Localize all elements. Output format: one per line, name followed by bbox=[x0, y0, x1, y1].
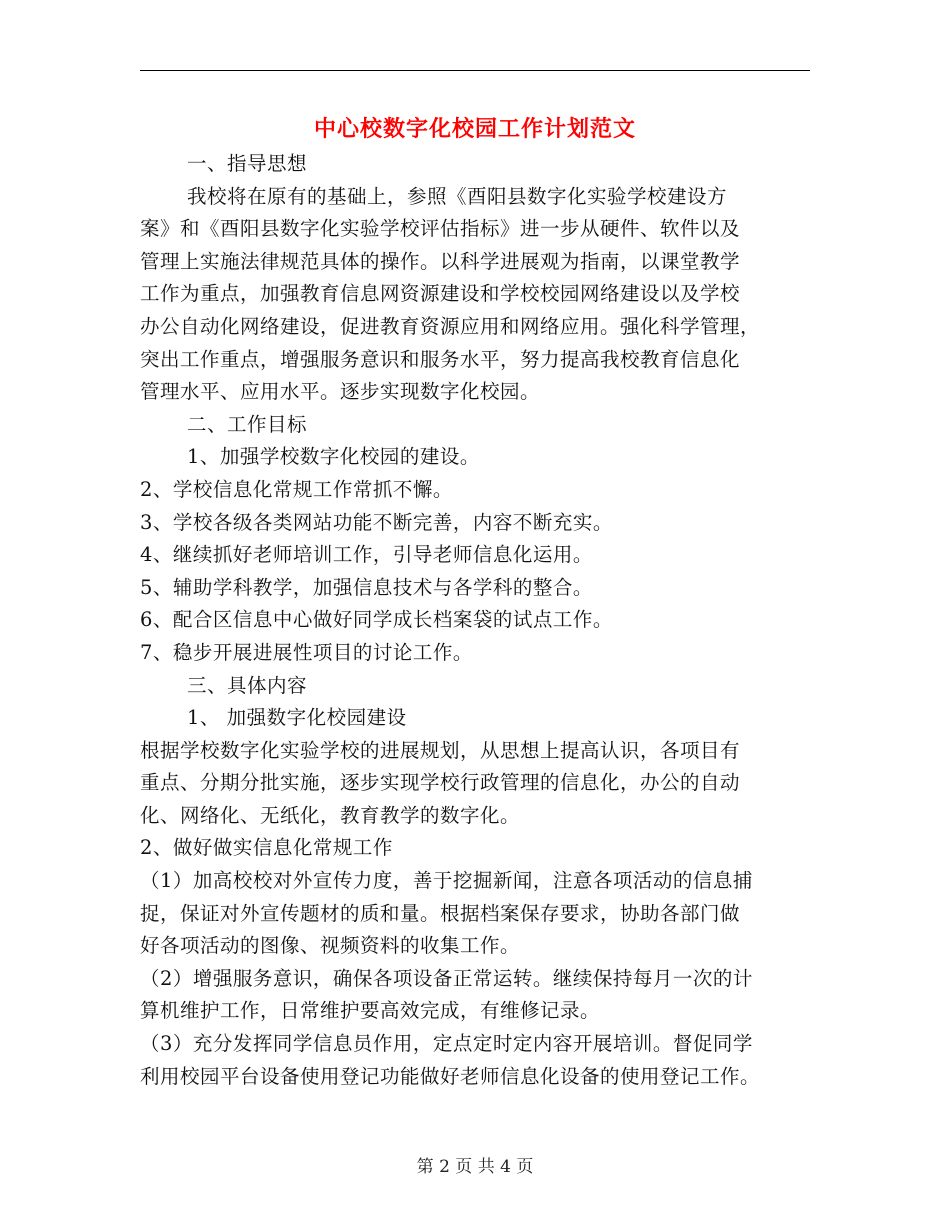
section-heading-specific-content: 三、具体内容 bbox=[187, 673, 308, 697]
paragraph-line: 突出工作重点，增强服务意识和服务水平，努力提高我校教育信息化 bbox=[140, 347, 741, 371]
paragraph-line: （2）增强服务意识，确保各项设备正常运转。继续保持每月一次的计 bbox=[140, 966, 753, 990]
paragraph-line: （1）加高校校对外宣传力度，善于挖掘新闻，注意各项活动的信息捕 bbox=[140, 869, 753, 893]
document-body bbox=[140, 148, 820, 1093]
section-heading-guiding-ideology: 一、指导思想 bbox=[187, 152, 308, 175]
paragraph-line: 根据学校数字化实验学校的进展规划，从思想上提高认识，各项目有 bbox=[140, 738, 741, 762]
paragraph-line: 化、网络化、无纸化，教育教学的数字化。 bbox=[140, 803, 521, 827]
list-item: 2、学校信息化常规工作常抓不懈。 bbox=[140, 477, 453, 501]
paragraph-line: 我校将在原有的基础上，参照《酉阳县数字化实验学校建设方 bbox=[187, 184, 728, 208]
paragraph-line: （3）充分发挥同学信息员作用，定点定时定内容开展培训。督促同学 bbox=[140, 1032, 753, 1056]
paragraph-line: 算机维护工作，日常维护要高效完成，有维修记录。 bbox=[140, 999, 601, 1023]
paragraph-line: 管理水平、应用水平。逐步实现数字化校园。 bbox=[140, 380, 541, 404]
page-number-footer: 第 2 页 共 4 页 bbox=[416, 1157, 534, 1177]
list-item: 6、配合区信息中心做好同学成长档案袋的试点工作。 bbox=[140, 608, 613, 632]
paragraph-line: 工作为重点，加强教育信息网资源建设和学校校园网络建设以及学校 bbox=[140, 282, 741, 306]
list-item: 5、辅助学科教学，加强信息技术与各学科的整合。 bbox=[140, 575, 593, 599]
section-heading-work-goals: 二、工作目标 bbox=[187, 412, 308, 436]
paragraph-line: 捉，保证对外宣传题材的质和量。根据档案保存要求，协助各部门做 bbox=[140, 901, 741, 925]
list-item: 3、学校各级各类网站功能不断完善，内容不断充实。 bbox=[140, 510, 613, 534]
document-title: 中心校数字化校园工作计划范文 bbox=[313, 116, 636, 142]
list-item: 7、稳步开展进展性项目的讨论工作。 bbox=[140, 640, 473, 664]
header-rule bbox=[140, 70, 810, 71]
paragraph-line: 管理上实施法律规范具体的操作。以科学进展观为指南，以课堂教学 bbox=[140, 249, 741, 273]
paragraph-line: 办公自动化网络建设，促进教育资源应用和网络应用。强化科学管理， bbox=[140, 314, 761, 338]
paragraph-line: 好各项活动的图像、视频资料的收集工作。 bbox=[140, 934, 521, 958]
list-item: 1、加强学校数字化校园的建设。 bbox=[187, 445, 480, 469]
subsection-heading: 2、做好做实信息化常规工作 bbox=[140, 836, 393, 860]
paragraph-line: 利用校园平台设备使用登记功能做好老师信息化设备的使用登记工作。 bbox=[140, 1064, 761, 1088]
subsection-heading: 1、 加强数字化校园建设 bbox=[187, 706, 407, 730]
paragraph-line: 案》和《酉阳县数字化实验学校评估指标》进一步从硬件、软件以及 bbox=[140, 217, 741, 241]
paragraph-line: 重点、分期分批实施，逐步实现学校行政管理的信息化，办公的自动 bbox=[140, 771, 741, 795]
list-item: 4、继续抓好老师培训工作，引导老师信息化运用。 bbox=[140, 543, 593, 567]
